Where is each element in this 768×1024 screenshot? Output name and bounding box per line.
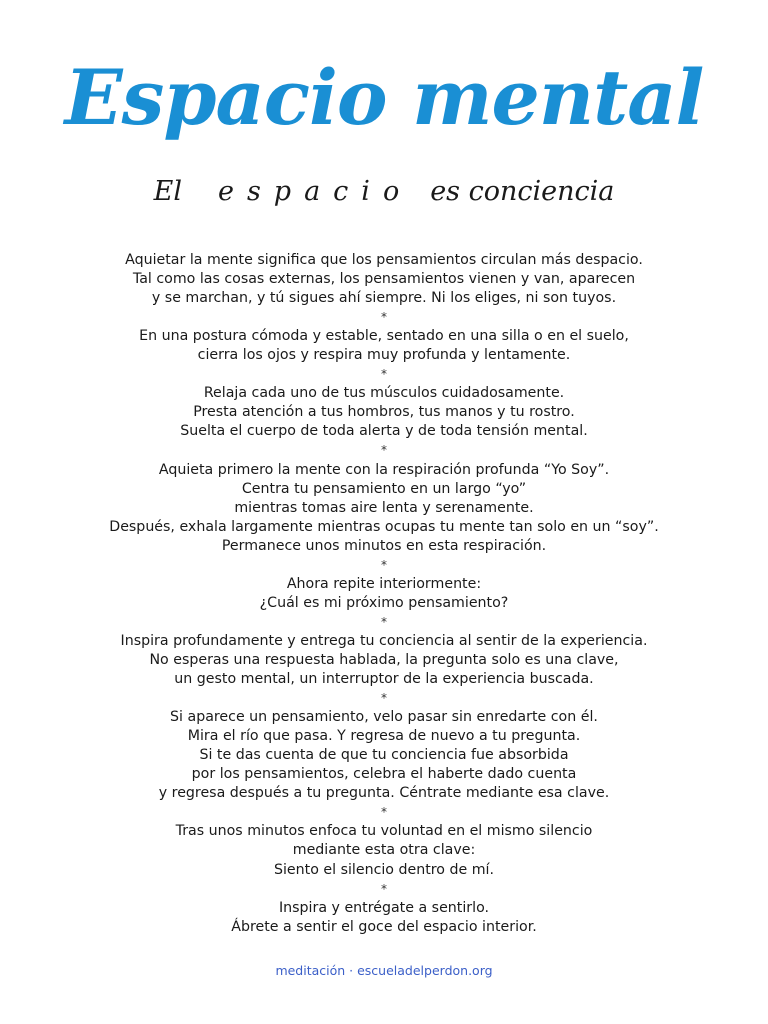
page-title: Espacio mental (64, 53, 704, 142)
text-line: Permanece unos minutos en esta respiración. (221, 537, 547, 554)
text-line: Tras unos minutos enfoca tu voluntad en el mismo silencio (175, 823, 593, 840)
section-separator: * (381, 881, 387, 896)
text-line: Si aparece un pensamiento, velo pasar sin enredarte con él. (170, 709, 598, 726)
section-separator: * (381, 557, 387, 572)
subtitle-word-el: El (153, 176, 182, 207)
text-line: Relaja cada uno de tus músculos cuidadosamente. (203, 385, 565, 402)
text-line: cierra los ojos y respira muy profunda y lentamente. (197, 347, 571, 364)
section-separator: * (381, 443, 387, 458)
text-line: mientras tomas aire lenta y serenamente. (234, 499, 534, 516)
text-line: Si te das cuenta de que tu conciencia fue absorbida (199, 747, 569, 764)
text-line: y se marchan, y tú sigues ahí siempre. Ni los eliges, ni son tuyos. (151, 290, 617, 307)
text-line: Mira el río que pasa. Y regresa de nuevo a tu pregunta. (187, 728, 581, 745)
meditation-text (0, 251, 768, 937)
subtitle-word-conciencia: es conciencia (430, 176, 615, 207)
text-line: En una postura cómoda y estable, sentado en una silla o en el suelo, (139, 328, 629, 345)
text-line: Aquieta primero la mente con la respiración profunda “Yo Soy”. (158, 461, 610, 478)
footer-credit: meditación · escueladelperdon.org (275, 963, 493, 978)
text-line: Suelta el cuerpo de toda alerta y de toda tensión mental. (180, 423, 588, 440)
text-line: Inspira profundamente y entrega tu conciencia al sentir de la experiencia. (120, 632, 648, 649)
text-line: No esperas una respuesta hablada, la pregunta solo es una clave, (149, 651, 619, 668)
text-line: Ahora repite interiormente: (286, 575, 482, 592)
text-line: Ábrete a sentir el goce del espacio interior. (231, 918, 537, 935)
section-separator: * (381, 614, 387, 629)
text-line: Inspira y entrégate a sentirlo. (278, 899, 490, 916)
text-line: Presta atención a tus hombros, tus manos y tu rostro. (193, 404, 575, 421)
text-line: Siento el silencio dentro de mí. (273, 861, 495, 878)
subtitle-word-espacio: espacio (217, 176, 413, 207)
text-line: mediante esta otra clave: (292, 842, 476, 859)
section-separator: * (381, 805, 387, 820)
text-line: ¿Cuál es mi próximo pensamiento? (259, 594, 509, 611)
text-line: por los pensamientos, celebra el haberte dado cuenta (191, 766, 577, 783)
text-line: Tal como las cosas externas, los pensamientos vienen y van, aparecen (132, 271, 636, 288)
text-line: y regresa después a tu pregunta. Céntrate mediante esa clave. (158, 785, 610, 802)
section-separator: * (381, 310, 387, 325)
text-line: un gesto mental, un interruptor de la experiencia buscada. (174, 671, 594, 688)
text-line: Después, exhala largamente mientras ocupas tu mente tan solo en un “soy”. (109, 518, 659, 535)
text-line: Centra tu pensamiento en un largo “yo” (241, 480, 527, 497)
section-separator: * (381, 367, 387, 382)
section-separator: * (381, 691, 387, 706)
page-subtitle (0, 172, 768, 212)
text-line: Aquietar la mente significa que los pensamientos circulan más despacio. (125, 252, 643, 268)
